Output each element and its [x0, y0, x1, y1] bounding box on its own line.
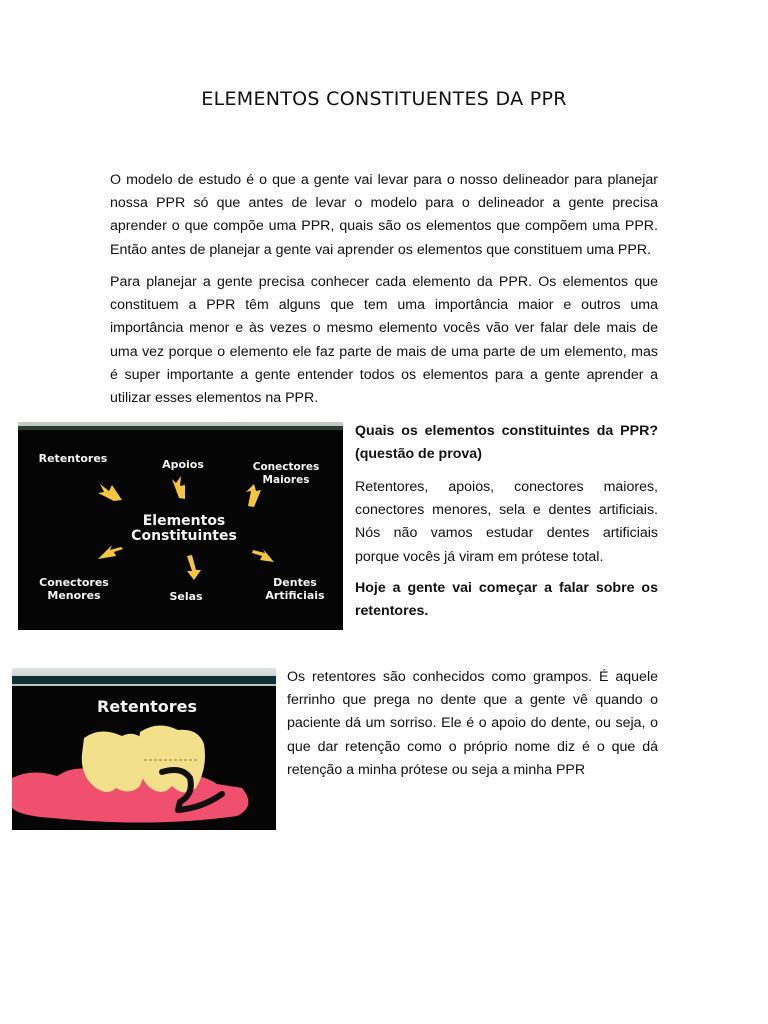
tooth-left — [82, 731, 146, 792]
arrow-to-retentores-icon — [98, 484, 122, 501]
slide-label-dentes-artificiais: Dentes Artificiais — [265, 576, 325, 602]
paragraph-planning: Para planejar a gente precisa conhecer cada elemento da PPR. Os elementos que constituem a PPR têm alguns que tem uma importância maior e outros uma importância menor e às vezes o mesmo elemento vocês vão ver falar dele mais de uma vez porque o elemento ele faz parte de mais de uma parte de um elemento, mas é super importante a gente entender todos os elementos para a gente aprender a utilizar esses elementos na PPR. — [110, 274, 658, 407]
slide-label-conectores-maiores: Conectores Maiores — [252, 461, 320, 486]
question-heading: Quais os elementos constituintes da PPR? (questão de prova) — [355, 423, 658, 463]
slide-label-apoios: Apoios — [162, 458, 204, 471]
arrow-to-conectores-maiores-icon — [246, 484, 261, 507]
teeth-clasp-illustration — [12, 668, 276, 830]
tooth-right — [138, 725, 205, 792]
page-title: ELEMENTOS CONSTITUENTES DA PPR — [201, 88, 567, 110]
slide-label-retentores: Retentores — [38, 452, 108, 465]
slide-label-selas: Selas — [169, 590, 203, 603]
paragraph-retentores: Os retentores são conhecidos como grampos. É aquele ferrinho que prega no dente que a gente vê quando o paciente dá um sorriso. Ele é o apoio do dente, ou seja, o que dar retenção como o próprio nome diz é o que dá retenção a minha prótese ou seja a minha PPR — [287, 669, 658, 778]
slide-retentores-title: Retentores — [97, 697, 197, 716]
arrow-to-apoios-icon — [172, 476, 185, 499]
slide-center-title: Elementos Constituintes — [131, 513, 237, 544]
arrow-to-selas-icon — [187, 555, 201, 580]
paragraph-today: Hoje a gente vai começar a falar sobre os retentores. — [355, 580, 658, 620]
slide-arrows — [18, 422, 343, 630]
arrow-to-conectores-menores-icon — [98, 545, 123, 559]
arrow-to-dentes-artificiais-icon — [252, 549, 274, 562]
paragraph-elements-list: Retentores, apoios, conectores maiores, conectores menores, sela e dentes artificiais. Nós não vamos estudar dentes artificiais porque vocês já viram em prótese total. — [355, 479, 658, 565]
paragraph-intro: O modelo de estudo é o que a gente vai levar para o nosso delineador para planejar nossa PPR só que antes de levar o modelo para o delineador a gente precisa aprender o que compõe uma PPR, quais são os elementos que compõem uma PPR. Então antes de planejar a gente vai aprender os elementos que constituem uma PPR. — [110, 172, 658, 258]
slide-elementos-constituintes — [18, 422, 343, 630]
slide-label-conectores-menores: Conectores Menores — [39, 576, 109, 602]
slide-retentores — [12, 668, 276, 830]
